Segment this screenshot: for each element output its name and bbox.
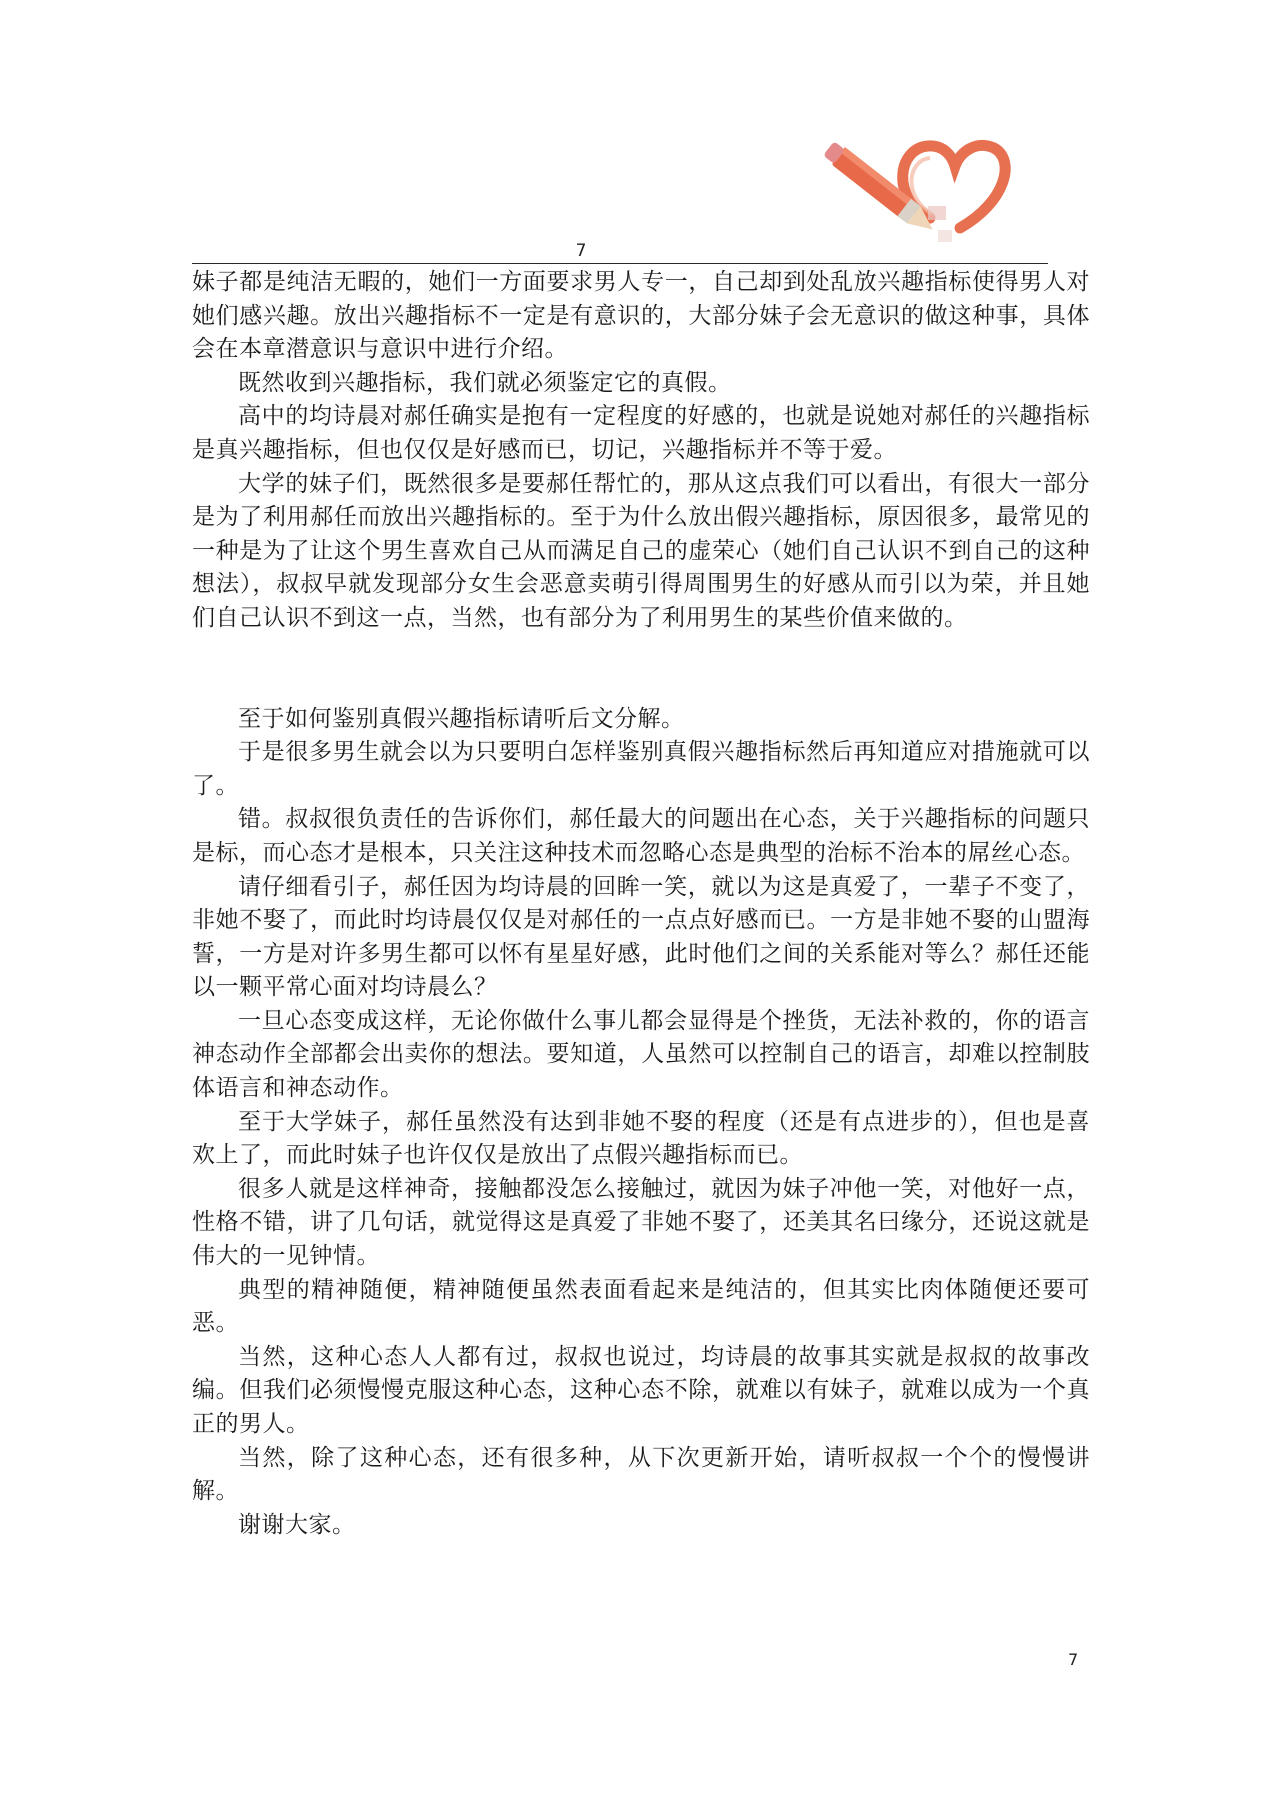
- body-text: [192, 266, 1090, 1542]
- heart-pencil-icon: [810, 118, 1020, 268]
- paragraph: 至于如何鉴别真假兴趣指标请听后文分解。: [238, 705, 685, 732]
- paragraph: 当然，除了这种心态，还有很多种，从下次更新开始，请听叔叔一个个的慢慢讲解。: [192, 1444, 1090, 1505]
- paragraph: 妹子都是纯洁无暇的，她们一方面要求男人专一，自己却到处乱放兴趣指标使得男人对她们感兴趣。放出兴趣指标不一定是有意识的，大部分妹子会无意识的做这种事，具体会在本章潜意识与意识中进行介绍。: [192, 269, 1090, 363]
- paragraph: 大学的妹子们，既然很多是要郝任帮忙的，那从这点我们可以看出，有很大一部分是为了利用郝任而放出兴趣指标的。至于为什么放出假兴趣指标，原因很多，最常见的一种是为了让这个男生喜欢自己从而满足自己的虚荣心（她们自己认识不到自己的这种想法），叔叔早就发现部分女生会恶意卖萌引得周围男生的好感从而引以为荣，并且她们自己认识不到这一点，当然，也有部分为了利用男生的某些价值来做的。: [192, 470, 1090, 631]
- paragraph: 既然收到兴趣指标，我们就必须鉴定它的真假。: [238, 369, 732, 396]
- paragraph-gap: [192, 636, 1090, 703]
- paragraph: 当然，这种心态人人都有过，叔叔也说过，均诗晨的故事其实就是叔叔的故事改编。但我们必须慢慢克服这种心态，这种心态不除，就难以有妹子，就难以成为一个真正的男人。: [192, 1343, 1090, 1437]
- paragraph: 一旦心态变成这样，无论你做什么事儿都会显得是个挫货，无法补救的，你的语言神态动作全部都会出卖你的想法。要知道，人虽然可以控制自己的语言，却难以控制肢体语言和神态动作。: [192, 1007, 1090, 1102]
- header-page-number: 7: [575, 241, 587, 261]
- paragraph: 典型的精神随便，精神随便虽然表面看起来是纯洁的，但其实比肉体随便还要可恶。: [192, 1276, 1090, 1337]
- paragraph: 至于大学妹子，郝任虽然没有达到非她不娶的程度（还是有点进步的），但也是喜欢上了，而此时妹子也许仅仅是放出了点假兴趣指标而已。: [192, 1108, 1090, 1169]
- paragraph: 很多人就是这样神奇，接触都没怎么接触过，就因为妹子冲他一笑，对他好一点，性格不错，讲了几句话，就觉得这是真爱了非她不娶了，还美其名曰缘分，还说这就是伟大的一见钟情。: [192, 1175, 1090, 1270]
- header-divider: [192, 263, 1048, 264]
- footer-page-number: 7: [1068, 1650, 1079, 1669]
- paragraph: 请仔细看引子，郝任因为均诗晨的回眸一笑，就以为这是真爱了，一辈子不变了，非她不娶了，而此时均诗晨仅仅是对郝任的一点点好感而已。一方是非她不娶的山盟海誓，一方是对许多男生都可以怀有星星好感，此时他们之间的关系能对等么？郝任还能以一颗平常心面对均诗晨么？: [192, 873, 1090, 1001]
- paragraph: 高中的均诗晨对郝任确实是抱有一定程度的好感的，也就是说她对郝任的兴趣指标是真兴趣指标，但也仅仅是好感而已，切记，兴趣指标并不等于爱。: [192, 403, 1090, 463]
- paragraph: 错。叔叔很负责任的告诉你们，郝任最大的问题出在心态，关于兴趣指标的问题只是标，而心态才是根本，只关注这种技术而忽略心态是典型的治标不治本的屌丝心态。: [192, 806, 1090, 866]
- paragraph: 谢谢大家。: [238, 1511, 356, 1538]
- paragraph: 于是很多男生就会以为只要明白怎样鉴别真假兴趣指标然后再知道应对措施就可以了。: [192, 739, 1090, 799]
